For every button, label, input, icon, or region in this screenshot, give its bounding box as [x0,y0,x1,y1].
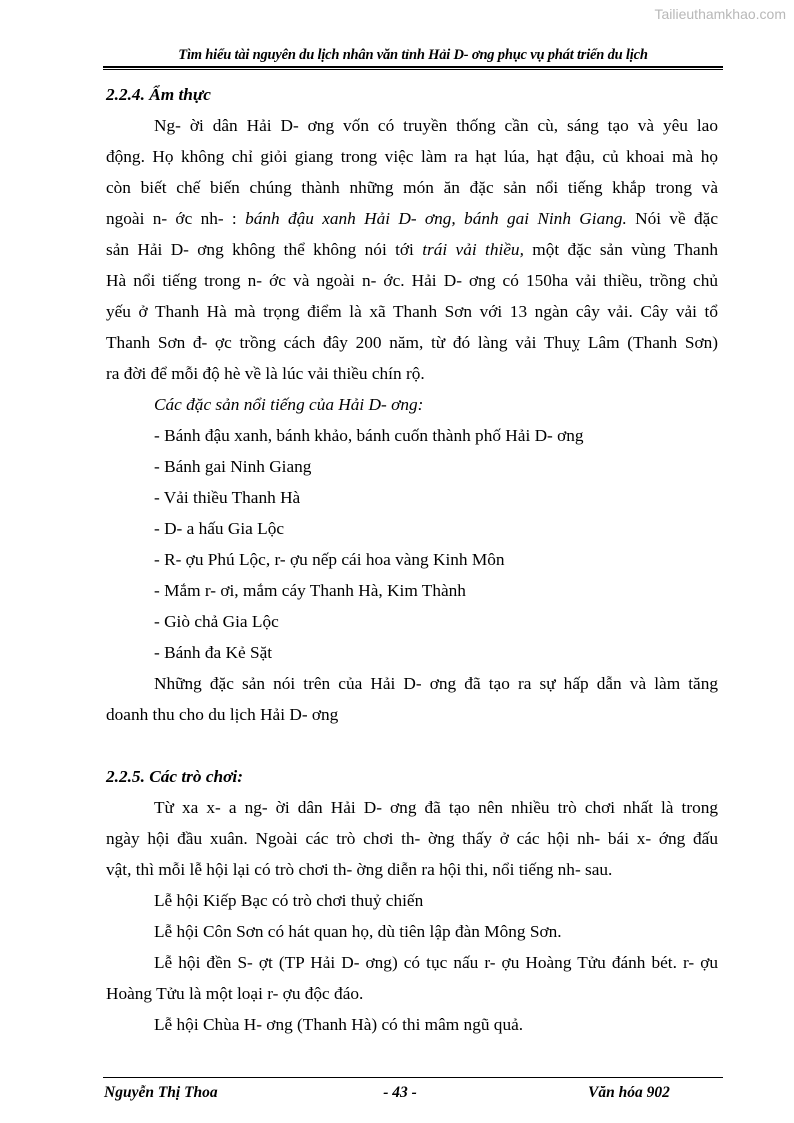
list-item: - Giò chả Gia Lộc [154,612,279,631]
text-run: một đặc sản vùng Thanh [523,240,718,259]
paragraph-line: Lễ hội Côn Sơn có hát quan họ, dù tiên lập đàn Mông Sơn. [154,922,562,941]
list-item: - D- a hấu Gia Lộc [154,519,285,538]
paragraph-line: vật, thì mỗi lễ hội lại có trò chơi th- ờng diễn ra hội thi, nổi tiếng nh- sau. [106,860,613,879]
list-item: - Bánh đa Kẻ Sặt [154,643,273,662]
list-item: - Mắm r- ơi, mắm cáy Thanh Hà, Kim Thành [154,581,466,600]
header-rule [103,66,723,68]
text-run: Nói về đặc [626,209,718,228]
page-number: - 43 - [383,1084,417,1101]
running-header: Tìm hiểu tài nguyên du lịch nhân văn tỉnh Hải D- ơng phục vụ phát triển du lịch [178,47,648,63]
footer-author: Nguyễn Thị Thoa [104,1084,218,1101]
list-item: - R- ợu Phú Lộc, r- ợu nếp cái hoa vàng Kinh Môn [154,550,505,569]
specialty-lychee: trái vải thiều, [422,240,524,259]
header-rule-thin [103,69,723,70]
footer-rule [103,1077,723,1078]
text-run: sản Hải D- ơng không thể không nói tới [106,240,423,259]
paragraph-line: doanh thu cho du lịch Hải D- ơng [106,705,339,724]
spacer [106,730,718,761]
paragraph-line [106,203,718,234]
paragraph-line: Hà nổi tiếng trong n- ớc và ngoài n- ớc. Hải D- ơng có 150ha vải thiều, trồng chủ [106,271,718,290]
paragraph-line: Thanh Sơn đ- ợc trồng cách đây 200 năm, từ đó làng vải Thuỵ Lâm (Thanh Sơn) [106,333,718,352]
paragraph-line: yếu ở Thanh Hà mà trọng điểm là xã Thanh Sơn với 13 ngàn cây vải. Cây vải tổ [106,302,718,321]
paragraph-line [106,234,718,265]
paragraph-line: Ng- ời dân Hải D- ơng vốn có truyền thống cần cù, sáng tạo và yêu lao [154,116,718,135]
paragraph-line: Từ xa x- a ng- ời dân Hải D- ơng đã tạo nên nhiều trò chơi nhất là trong [154,798,718,817]
specialty-cakes: bánh đậu xanh Hải D- ơng, bánh gai Ninh Giang. [245,209,627,228]
paragraph-line: còn biết chế biến chúng thành những món ăn đặc sản nổi tiếng khắp trong và [106,178,718,197]
paragraph-line: ngày hội đầu xuân. Ngoài các trò chơi th- ờng thấy ở các hội nh- bái x- ớng đấu [106,829,718,848]
page-content [106,79,718,1040]
paragraph-line: Lễ hội Kiếp Bạc có trò chơi thuỷ chiến [154,891,424,910]
list-title: Các đặc sản nổi tiếng của Hải D- ơng: [154,395,424,414]
paragraph-line: Những đặc sản nói trên của Hải D- ơng đã tạo ra sự hấp dẫn và làm tăng [154,674,718,693]
list-item: - Bánh gai Ninh Giang [154,457,312,476]
watermark: Tailieuthamkhao.com [654,6,786,22]
paragraph-line: Hoàng Tửu là một loại r- ợu độc đáo. [106,984,364,1003]
list-item: - Bánh đậu xanh, bánh khảo, bánh cuốn thành phố Hải D- ơng [154,426,584,445]
section-heading-am-thuc: 2.2.4. Ẩm thực [106,85,211,104]
paragraph-line: động. Họ không chỉ giỏi giang trong việc làm ra hạt lúa, hạt đậu, củ khoai mà họ [106,147,718,166]
text-run: ngoài n- ớc nh- : [106,209,246,228]
list-item: - Vải thiều Thanh Hà [154,488,301,507]
footer-class: Văn hóa 902 [588,1084,670,1101]
section-heading-tro-choi: 2.2.5. Các trò chơi: [106,767,243,786]
paragraph-line: Lễ hội Chùa H- ơng (Thanh Hà) có thi mâm ngũ quả. [154,1015,524,1034]
paragraph-line: ra đời để mỗi độ hè về là lúc vải thiều chín rộ. [106,364,425,383]
paragraph-line: Lễ hội đền S- ợt (TP Hải D- ơng) có tục nấu r- ợu Hoàng Tửu đánh bét. r- ợu [154,953,718,972]
